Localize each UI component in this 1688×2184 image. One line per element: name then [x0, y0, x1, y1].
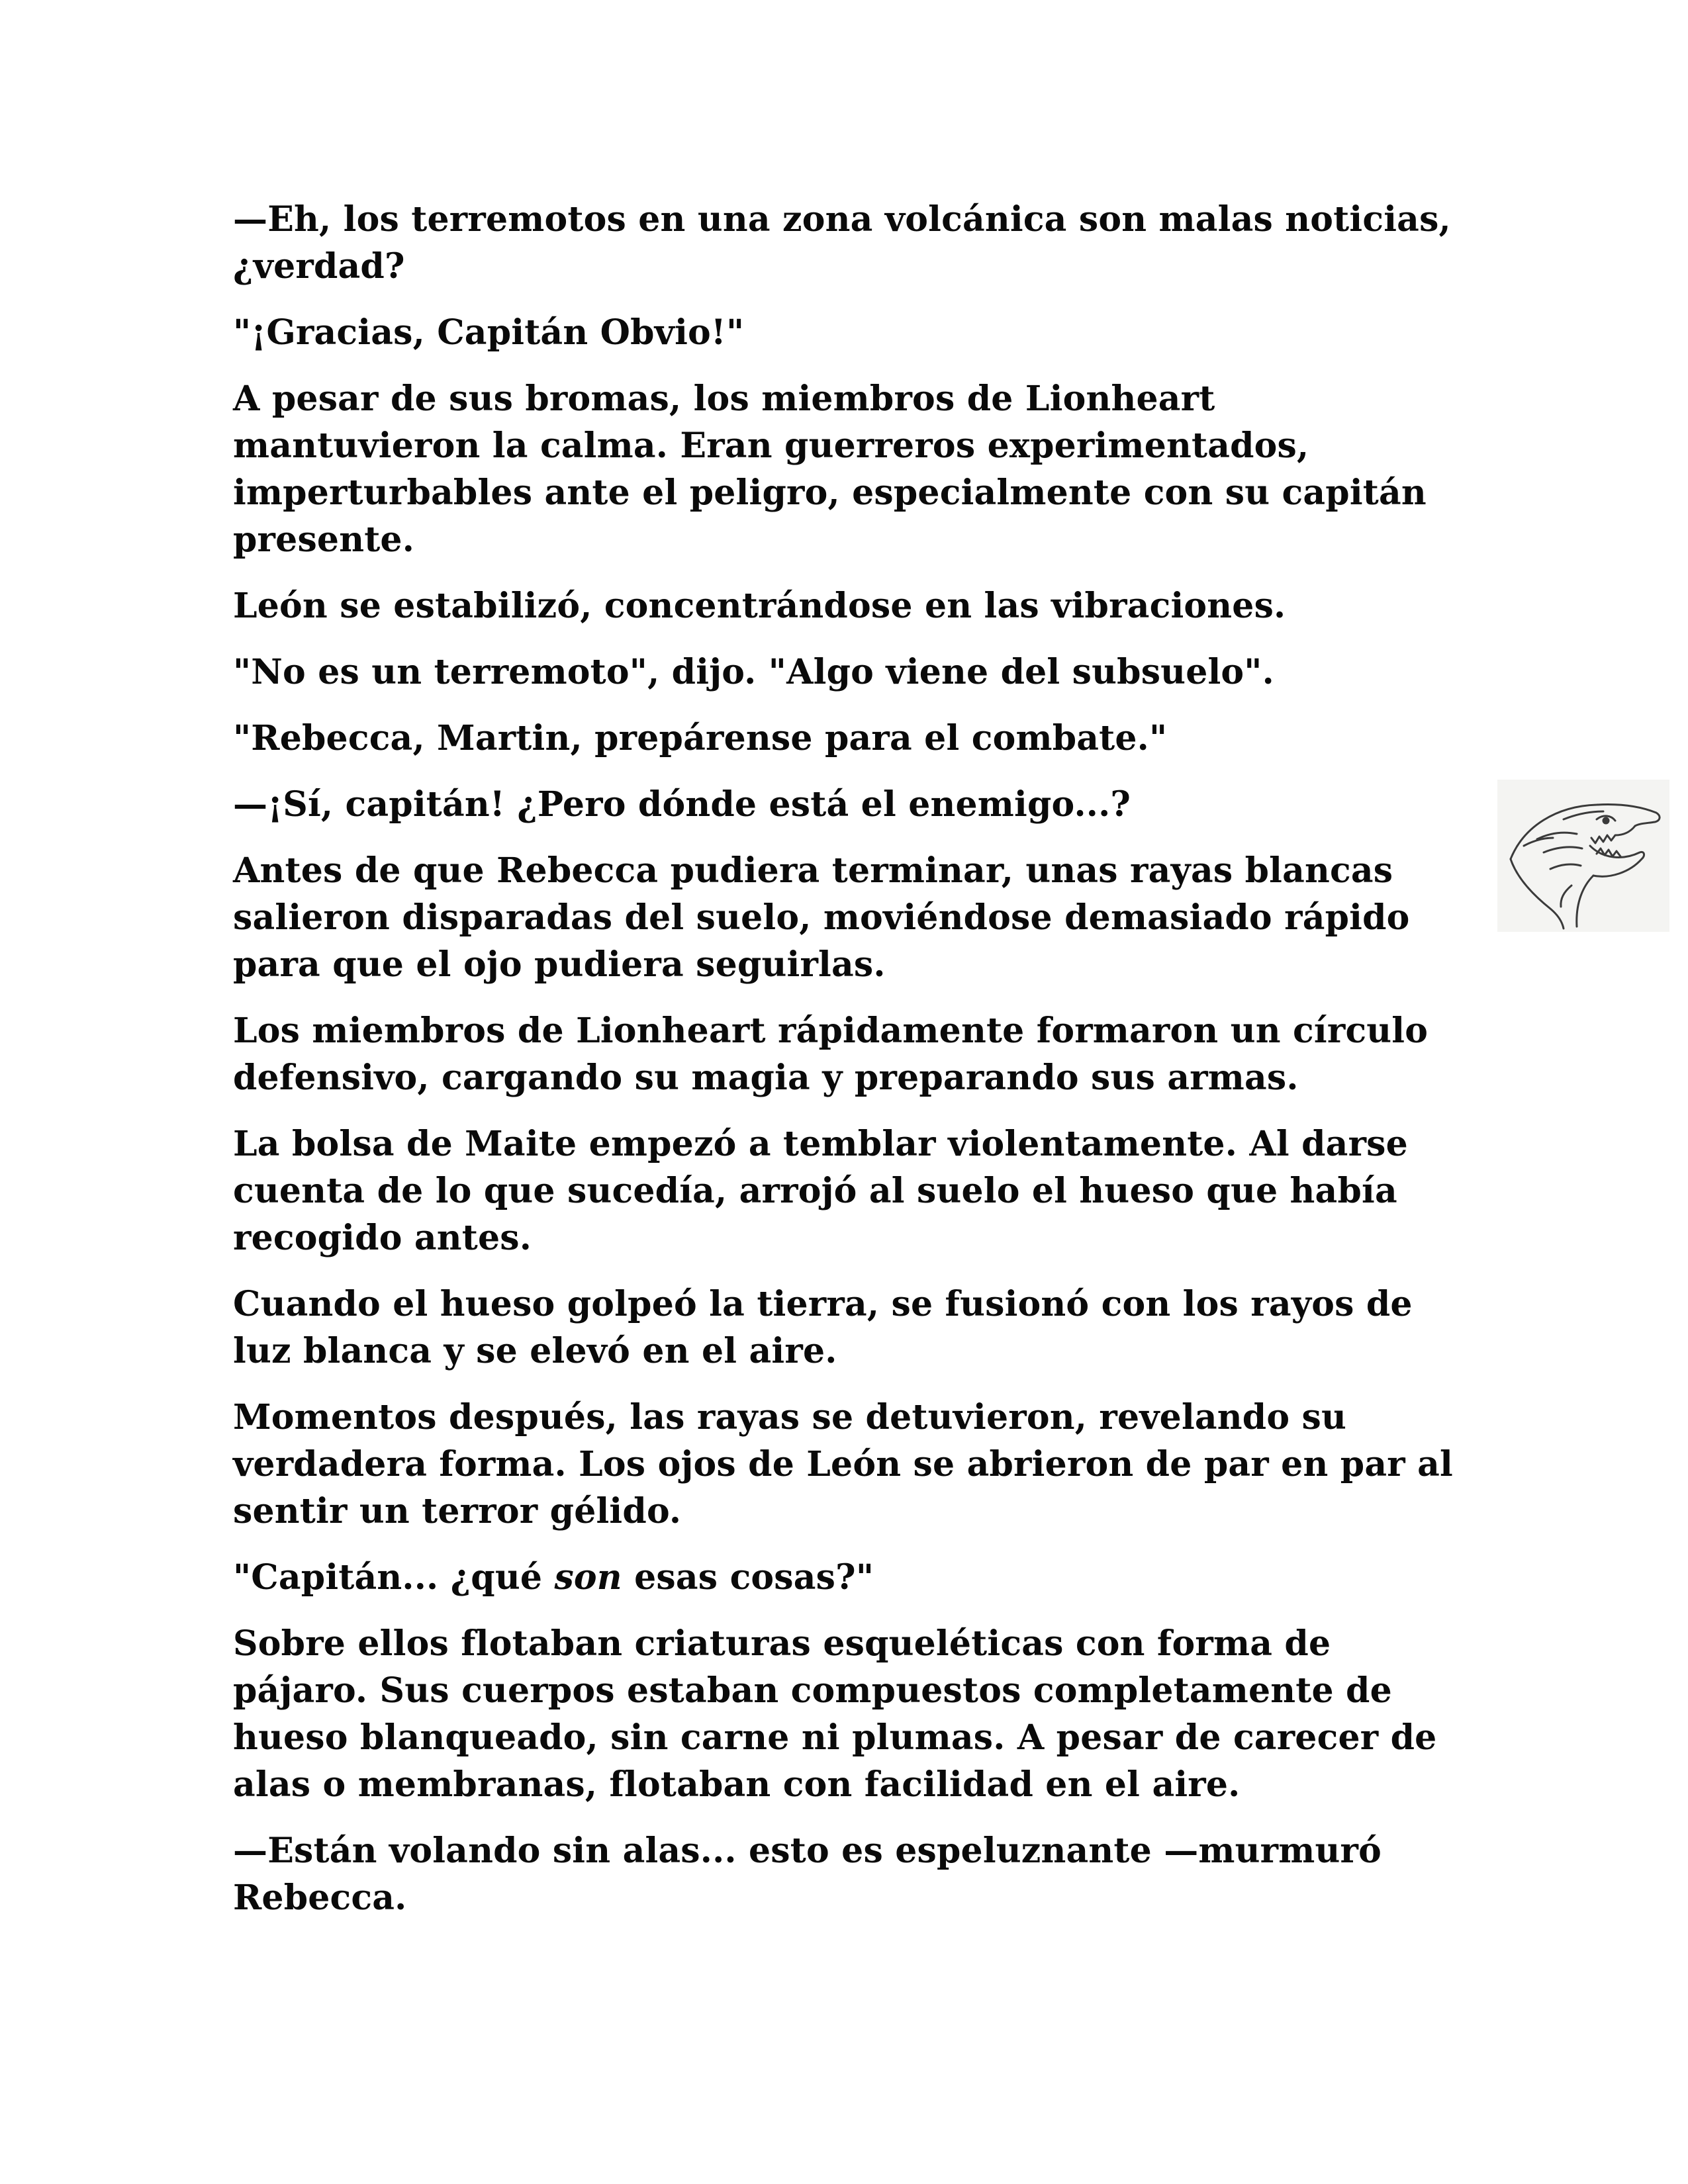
paragraph: La bolsa de Maite empezó a temblar violentamente. Al darse cuenta de lo que sucedía, arrojó al suelo el hueso que había recogido antes.: [233, 1124, 1408, 1258]
paragraph: "¡Gracias, Capitán Obvio!": [233, 312, 745, 353]
paragraph-with-emphasis: [233, 1554, 1458, 1601]
dinosaur-head-sketch-icon: [1497, 780, 1669, 932]
paragraph: —Eh, los terremotos en una zona volcánica son malas noticias, ¿verdad?: [233, 199, 1451, 287]
emphasis-text: son: [554, 1557, 622, 1598]
paragraph: "Rebecca, Martin, prepárense para el combate.": [233, 718, 1168, 758]
paragraph: Cuando el hueso golpeó la tierra, se fusionó con los rayos de luz blanca y se elevó en el aire.: [233, 1284, 1413, 1371]
paragraph: —¡Sí, capitán! ¿Pero dónde está el enemigo...?: [233, 784, 1131, 825]
paragraph-part: "Capitán... ¿qué: [233, 1557, 555, 1598]
paragraph: Sobre ellos flotaban criaturas esqueléticas con forma de pájaro. Sus cuerpos estaban compuestos completamente de hueso blanqueado, sin carne ni plumas. A pesar de carecer de alas o membranas, flotaban con facilidad en el aire.: [233, 1623, 1437, 1805]
paragraph: "No es un terremoto", dijo. "Algo viene del subsuelo".: [233, 652, 1274, 692]
paragraph: Los miembros de Lionheart rápidamente formaron un círculo defensivo, cargando su magia y preparando sus armas.: [233, 1011, 1429, 1098]
paragraph: León se estabilizó, concentrándose en las vibraciones.: [233, 586, 1286, 626]
paragraph: A pesar de sus bromas, los miembros de Lionheart mantuvieron la calma. Eran guerreros experimentados, imperturbables ante el peligro, especialmente con su capitán presente.: [233, 379, 1427, 560]
paragraph-part: esas cosas?": [622, 1557, 874, 1598]
paragraph: Antes de que Rebecca pudiera terminar, unas rayas blancas salieron disparadas del suelo, moviéndose demasiado rápido para que el ojo pudiera seguirlas.: [233, 850, 1410, 985]
paragraph: —Están volando sin alas... esto es espeluznante —murmuró Rebecca.: [233, 1831, 1382, 1918]
body-text: [233, 196, 1458, 1940]
paragraph: Momentos después, las rayas se detuvieron, revelando su verdadera forma. Los ojos de León se abrieron de par en par al sentir un terror gélido.: [233, 1397, 1453, 1531]
